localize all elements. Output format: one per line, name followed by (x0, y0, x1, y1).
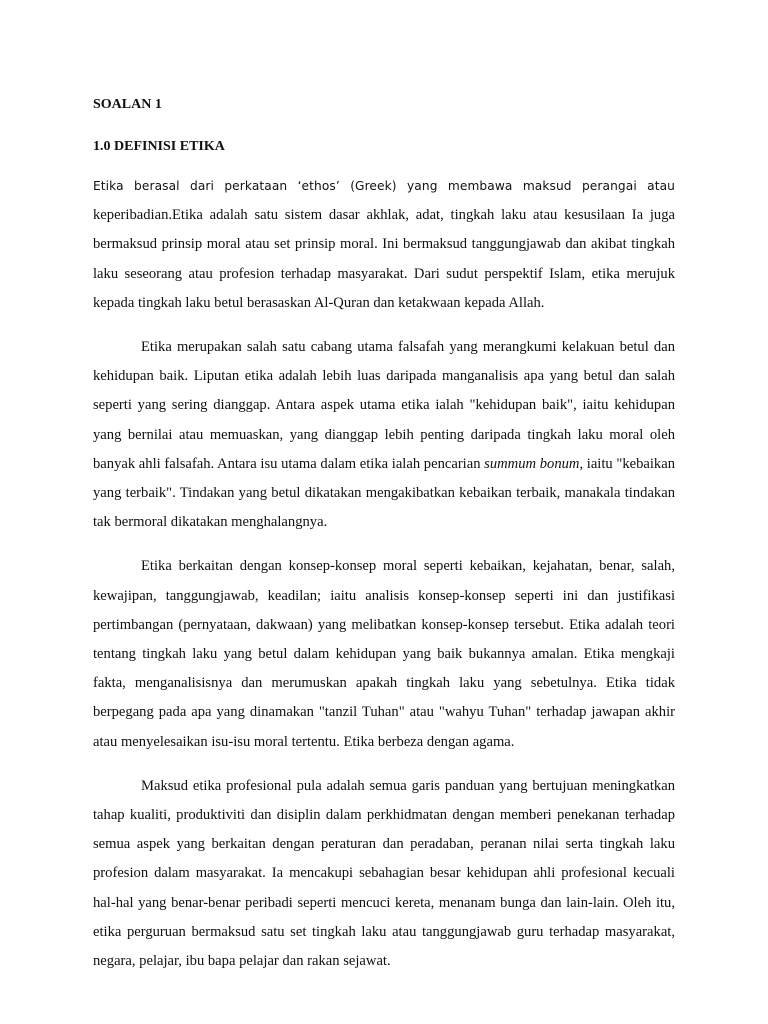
paragraph-definition-lead: Etika berasal dari perkataan ‘ethos’ (Greek) yang membawa maksud perangai atau (93, 179, 675, 193)
italic-term: summum bonum (484, 455, 580, 472)
paragraph-philosophy-text-2: , iaitu "kebaikan yang terbaik". Tindakan yang betul dikatakan mengakibatkan kebaikan terbaik, manakala tindakan tak bermoral dikatakan menghalangnya. (93, 455, 675, 531)
section-heading: SOALAN 1 (93, 97, 162, 112)
paragraph-definition-rest: keperibadian.Etika adalah satu sistem dasar akhlak, adat, tingkah laku atau kesusilaan Ia juga bermaksud prinsip moral atau set prinsip moral. Ini bermaksud tanggungjawab dan akibat tingkah laku seseorang atau profesion terhadap masyarakat. Dari sudut perspektif Islam, etika merujuk kepada tingkah laku betul berasaskan Al-Quran dan ketakwaan kepada Allah. (93, 207, 675, 311)
document-page (93, 95, 675, 976)
paragraph-philosophy (93, 333, 675, 537)
paragraph-philosophy-text-1: Etika merupakan salah satu cabang utama falsafah yang merangkumi kelakuan betul dan kehidupan baik. Liputan etika adalah lebih luas daripada manganalisis apa yang betul dan salah seperti yang sering dianggap. Antara aspek utama etika ialah "kehidupan baik", iaitu kehidupan yang bernilai atau memuaskan, yang dianggap lebih penting daripada tingkah laku moral oleh banyak ahli falsafah. Antara isu utama dalam etika ialah pencarian (93, 339, 675, 472)
paragraph-professional-ethics: Maksud etika profesional pula adalah semua garis panduan yang bertujuan meningkatkan tahap kualiti, produktiviti dan disiplin dalam perkhidmatan dengan memberi penekanan terhadap semua aspek yang berkaitan dengan peraturan dan peradaban, peranan nilai serta tingkah laku profesion dalam masyarakat. Ia mencakupi sebahagian besar kehidupan ahli profesional kecuali hal-hal yang benar-benar peribadi seperti mencuci kereta, menanam bunga dan lain-lain. Oleh itu, etika perguruan bermaksud satu set tingkah laku atau tanggungjawab guru terhadap masyarakat, negara, pelajar, ibu bapa pelajar dan rakan sejawat. (93, 777, 675, 970)
subsection-heading: 1.0 DEFINISI ETIKA (93, 139, 225, 154)
paragraph-moral-concepts: Etika berkaitan dengan konsep-konsep moral seperti kebaikan, kejahatan, benar, salah, kewajipan, tanggungjawab, keadilan; iaitu analisis konsep-konsep seperti ini dan justifikasi pertimbangan (pernyataan, dakwaan) yang melibatkan konsep-konsep tersebut. Etika adalah teori tentang tingkah laku yang betul dalam kehidupan yang baik bukannya amalan. Etika mengkaji fakta, menganalisisnya dan merumuskan apakah tingkah laku yang sebetulnya. Etika tidak berpegang pada apa yang dinamakan "tanzil Tuhan" atau "wahyu Tuhan" terhadap jawapan akhir atau menyelesaikan isu-isu moral tertentu. Etika berbeza dengan agama. (93, 558, 675, 750)
paragraph-definition (93, 172, 675, 318)
